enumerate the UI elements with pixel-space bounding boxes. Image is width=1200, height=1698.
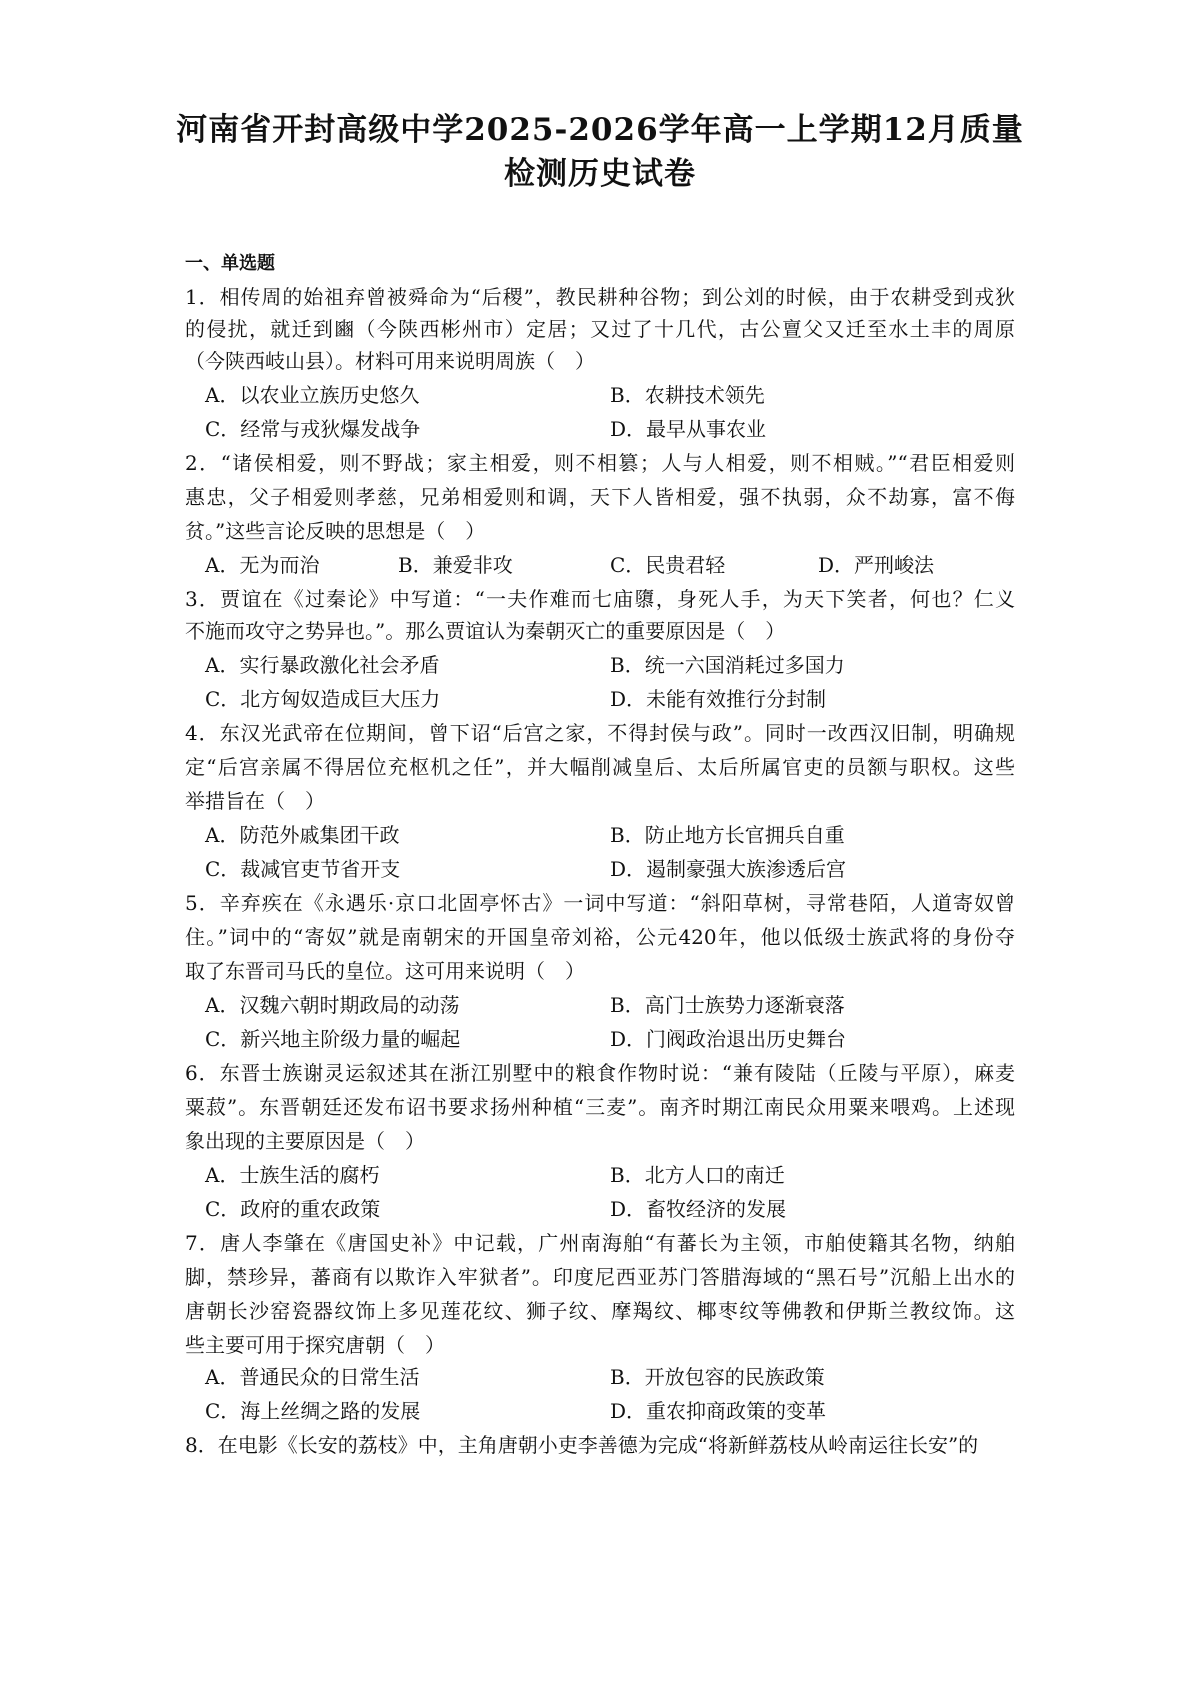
- question-1-stem-line: （今陕西岐山县）。材料可用来说明周族（ ）: [185, 349, 595, 373]
- question-6-stem-line: 象出现的主要原因是（ ）: [185, 1129, 425, 1153]
- question-3-option-c[interactable]: C．北方匈奴造成巨大压力: [205, 687, 441, 711]
- question-1-stem-line: 1．相传周的始祖弃曾被舜命为“后稷”，教民耕种谷物；到公刘的时候，由于农耕受到戎狄: [185, 285, 1015, 309]
- question-5-option-b[interactable]: B．高门士族势力逐渐衰落: [610, 993, 845, 1017]
- exam-title-line-1: 河南省开封高级中学2025-2026学年高一上学期12月质量: [176, 112, 1024, 148]
- question-7-stem-line: 7．唐人李肇在《唐国史补》中记载，广州南海舶“有蕃长为主领，市舶使籍其名物，纳舶: [185, 1231, 1015, 1255]
- section-heading: 一、单选题: [185, 253, 275, 274]
- question-5-option-d[interactable]: D．门阀政治退出历史舞台: [610, 1027, 847, 1051]
- question-3-stem-line: 不施而攻守之势异也。”。那么贾谊认为秦朝灭亡的重要原因是（ ）: [185, 619, 786, 643]
- question-4-option-d[interactable]: D．遏制豪强大族渗透后宫: [610, 857, 847, 881]
- question-2-option-d[interactable]: D．严刑峻法: [818, 553, 935, 577]
- question-4-stem-line: 4．东汉光武帝在位期间，曾下诏“后宫之家，不得封侯与政”。同时一改西汉旧制，明确规: [185, 721, 1015, 745]
- question-6-option-c[interactable]: C．政府的重农政策: [205, 1197, 381, 1221]
- question-4-option-a[interactable]: A．防范外戚集团干政: [205, 823, 400, 847]
- question-4-option-b[interactable]: B．防止地方长官拥兵自重: [610, 823, 845, 847]
- question-7-option-b[interactable]: B．开放包容的民族政策: [610, 1365, 825, 1389]
- question-1-option-a[interactable]: A．以农业立族历史悠久: [205, 383, 420, 407]
- question-4-option-c[interactable]: C．裁减官吏节省开支: [205, 857, 401, 881]
- question-7-option-d[interactable]: D．重农抑商政策的变革: [610, 1399, 827, 1423]
- question-6-option-b[interactable]: B．北方人口的南迁: [610, 1163, 785, 1187]
- question-1-option-d[interactable]: D．最早从事农业: [610, 417, 767, 441]
- question-3-option-b[interactable]: B．统一六国消耗过多国力: [610, 653, 845, 677]
- question-1-option-b[interactable]: B．农耕技术领先: [610, 383, 765, 407]
- question-4-stem-line: 定“后宫亲属不得居位充枢机之任”，并大幅削减皇后、太后所属官吏的员额与职权。这些: [185, 755, 1015, 779]
- question-2-option-a[interactable]: A．无为而治: [205, 553, 320, 577]
- question-6-stem-line: 6．东晋士族谢灵运叙述其在浙江别墅中的粮食作物时说：“兼有陵陆（丘陵与平原），麻麦: [185, 1061, 1015, 1085]
- question-6-option-d[interactable]: D．畜牧经济的发展: [610, 1197, 787, 1221]
- question-2-stem-line: 惠忠，父子相爱则孝慈，兄弟相爱则和调，天下人皆相爱，强不执弱，众不劫寡，富不侮: [185, 485, 1015, 509]
- question-5-option-c[interactable]: C．新兴地主阶级力量的崛起: [205, 1027, 461, 1051]
- question-8-stem-line: 8．在电影《长安的荔枝》中，主角唐朝小吏李善德为完成“将新鲜荔枝从岭南运往长安”的: [185, 1433, 979, 1457]
- question-2-stem-line: 2．“诸侯相爱，则不野战；家主相爱，则不相篡；人与人相爱，则不相贼。”“君臣相爱则: [185, 451, 1015, 475]
- question-2-option-c[interactable]: C．民贵君轻: [610, 553, 726, 577]
- question-7-stem-line: 唐朝长沙窑瓷器纹饰上多见莲花纹、狮子纹、摩羯纹、椰枣纹等佛教和伊斯兰教纹饰。这: [185, 1299, 1015, 1323]
- question-2-stem-line: 贫。”这些言论反映的思想是（ ）: [185, 519, 486, 543]
- question-7-stem-line: 些主要可用于探究唐朝（ ）: [185, 1333, 445, 1357]
- question-6-option-a[interactable]: A．士族生活的腐朽: [205, 1163, 380, 1187]
- question-4-stem-line: 举措旨在（ ）: [185, 789, 325, 813]
- question-3-option-d[interactable]: D．未能有效推行分封制: [610, 687, 827, 711]
- question-3-option-a[interactable]: A．实行暴政激化社会矛盾: [205, 653, 440, 677]
- question-5-stem-line: 住。”词中的“寄奴”就是南朝宋的开国皇帝刘裕，公元420年，他以低级士族武将的身份夺: [185, 925, 1015, 949]
- question-5-stem-line: 取了东晋司马氏的皇位。这可用来说明（ ）: [185, 959, 585, 983]
- question-6-stem-line: 粟菽”。东晋朝廷还发布诏书要求扬州种植“三麦”。南齐时期江南民众用粟来喂鸡。上述现: [185, 1095, 1015, 1119]
- exam-title-line-2: 检测历史试卷: [504, 156, 696, 192]
- question-7-stem-line: 脚，禁珍异，蕃商有以欺诈入牢狱者”。印度尼西亚苏门答腊海域的“黑石号”沉船上出水的: [185, 1265, 1015, 1289]
- question-1-option-c[interactable]: C．经常与戎狄爆发战争: [205, 417, 421, 441]
- question-3-stem-line: 3．贾谊在《过秦论》中写道：“一夫作难而七庙隳，身死人手，为天下笑者，何也？仁义: [185, 587, 1015, 611]
- question-7-option-c[interactable]: C．海上丝绸之路的发展: [205, 1399, 421, 1423]
- question-1-stem-line: 的侵扰，就迁到豳（今陕西彬州市）定居；又过了十几代，古公亶父又迁至水土丰的周原: [185, 317, 1015, 341]
- question-5-option-a[interactable]: A．汉魏六朝时期政局的动荡: [205, 993, 460, 1017]
- question-7-option-a[interactable]: A．普通民众的日常生活: [205, 1365, 420, 1389]
- question-2-option-b[interactable]: B．兼爱非攻: [398, 553, 513, 577]
- question-5-stem-line: 5．辛弃疾在《永遇乐·京口北固亭怀古》一词中写道：“斜阳草树，寻常巷陌，人道寄奴曾: [185, 891, 1015, 915]
